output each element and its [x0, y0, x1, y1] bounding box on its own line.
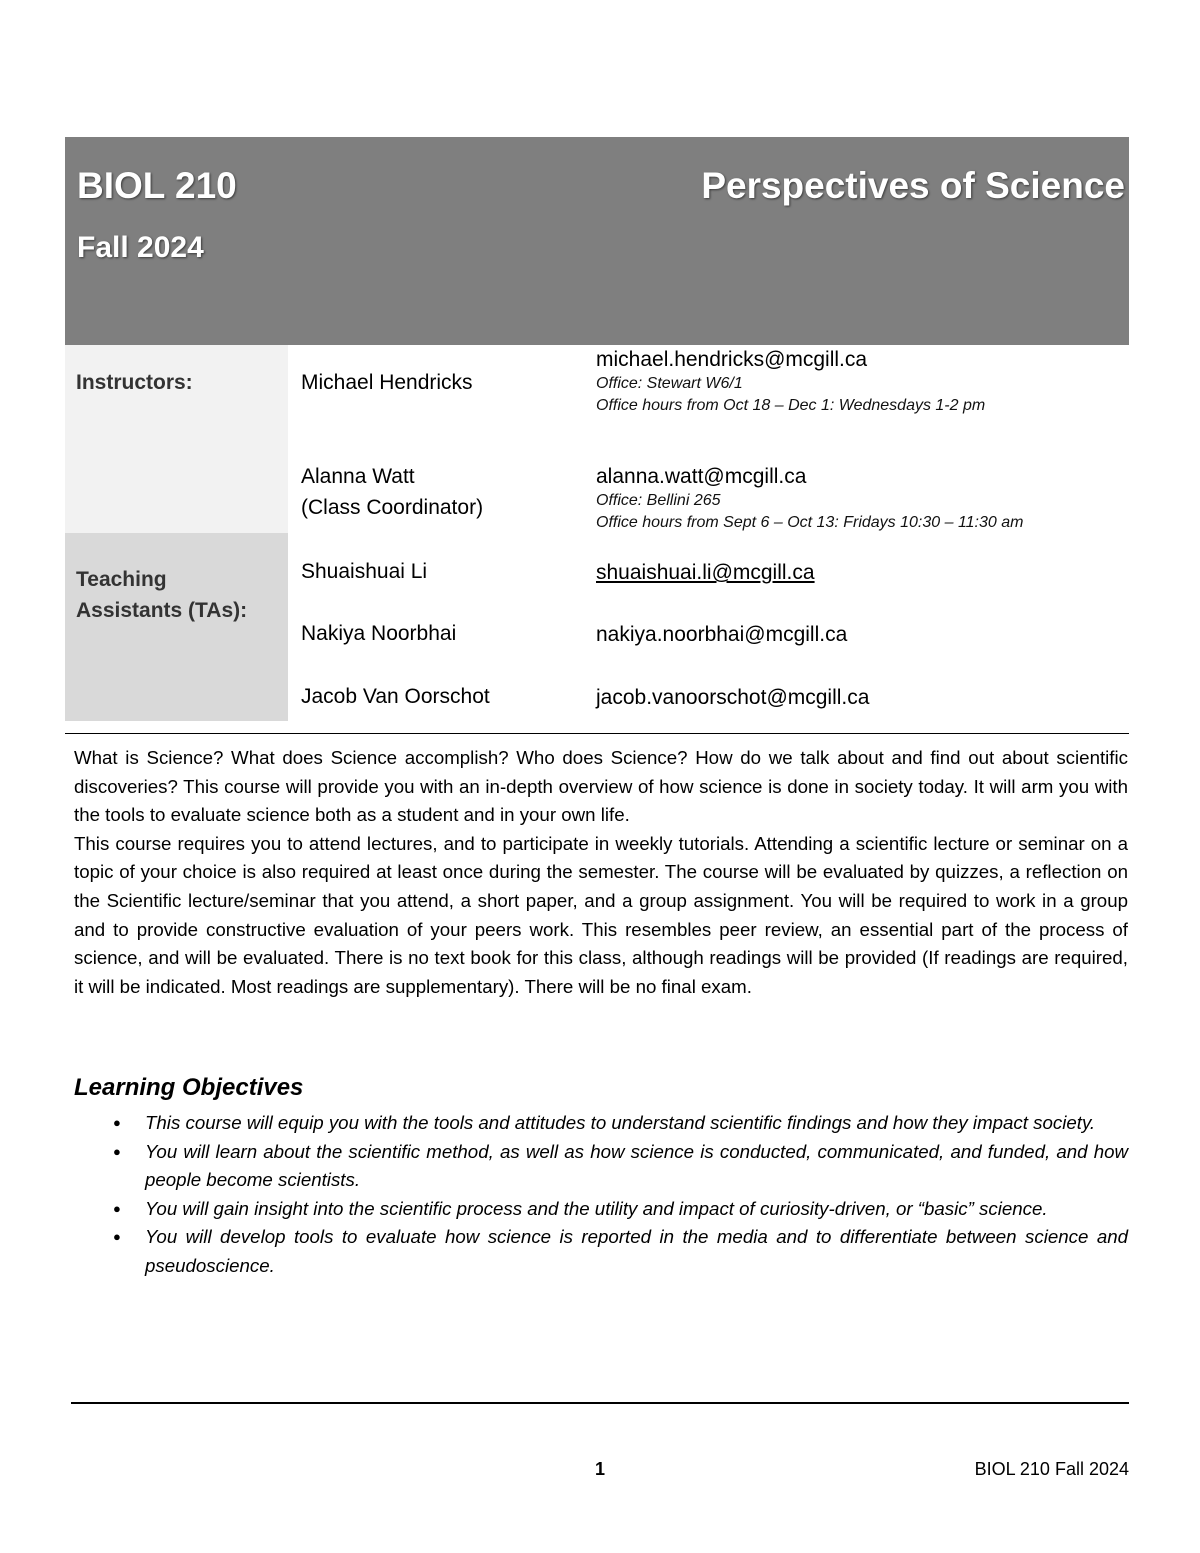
ta-name: Shuaishuai Li — [301, 560, 428, 583]
objective-text: You will develop tools to evaluate how science is reported in the media and to differentiate between science and pseudoscience. — [145, 1226, 1128, 1276]
bullet-icon: ● — [113, 1229, 121, 1245]
ta-name: Nakiya Noorbhai — [301, 622, 457, 645]
footer-divider — [71, 1402, 1129, 1404]
list-item — [74, 1109, 1128, 1138]
course-description — [74, 744, 1128, 1001]
instructor-name: Alanna Watt — [301, 465, 415, 488]
instructor-role: (Class Coordinator) — [301, 496, 484, 519]
objective-text: You will learn about the scientific method, as well as how science is conducted, communicated, and funded, and how people become scientists. — [145, 1140, 1128, 1191]
learning-objectives-heading: Learning Objectives — [74, 1074, 304, 1101]
instructors-label: Instructors: — [76, 371, 193, 394]
description-paragraph: This course requires you to attend lectures, and to participate in weekly tutorials. Attending a scientific lecture or seminar on a topic of your choice is also required at least once during the semester. The course will be evaluated by quizzes, a reflection on the Scientific lecture/seminar that you attend, a short paper, and a group assignment. You will be required to work in a group and to provide constructive evaluation of your peers work. This resembles peer review, an essential part of the process of science, and will be evaluated. There is no text book for this class, although readings will be provided (If readings are required, it will be indicated. Most readings are supplementary). There will be no final exam. — [74, 832, 1128, 997]
bullet-icon: ● — [113, 1143, 121, 1159]
objective-text: You will gain insight into the scientific process and the utility and impact of curiosity-driven, or “basic” science. — [145, 1197, 1048, 1219]
instructor-name: Michael Hendricks — [301, 371, 473, 394]
learning-objectives-list — [74, 1109, 1128, 1281]
tas-label-cell — [65, 533, 288, 721]
section-divider — [65, 733, 1129, 734]
page-number: 1 — [595, 1459, 606, 1479]
instructor-office: Office: Bellini 265 — [596, 492, 721, 509]
ta-email-link[interactable]: shuaishuai.li@mcgill.ca — [596, 561, 815, 584]
instructor-email[interactable]: michael.hendricks@mcgill.ca — [596, 348, 868, 371]
ta-name: Jacob Van Oorschot — [301, 685, 490, 708]
tas-label-line2: Assistants (TAs): — [76, 599, 248, 622]
instructor-email[interactable]: alanna.watt@mcgill.ca — [596, 465, 807, 488]
ta-email[interactable]: jacob.vanoorschot@mcgill.ca — [596, 686, 870, 709]
instructor-office-hours: Office hours from Oct 18 – Dec 1: Wednesdays 1-2 pm — [596, 397, 986, 414]
course-title: Perspectives of Science — [701, 165, 1125, 206]
description-paragraph: What is Science? What does Science accomplish? Who does Science? How do we talk about and find out about scientific discoveries? This course will provide you with an in-depth overview of how science is done in society today. It will arm you with the tools to evaluate science both as a student and in your own life. — [74, 747, 1128, 826]
header-banner — [65, 137, 1129, 345]
list-item — [74, 1138, 1128, 1195]
instructor-office-hours: Office hours from Sept 6 – Oct 13: Fridays 10:30 – 11:30 am — [596, 514, 1024, 531]
objective-text: This course will equip you with the tools and attitudes to understand scientific findings and how they impact society. — [145, 1112, 1096, 1133]
instructor-office: Office: Stewart W6/1 — [596, 375, 743, 392]
bullet-icon: ● — [113, 1200, 121, 1216]
ta-email[interactable]: nakiya.noorbhai@mcgill.ca — [596, 623, 848, 646]
footer-text: BIOL 210 Fall 2024 — [974, 1459, 1129, 1479]
instructor-contact — [596, 347, 985, 417]
instructors-label-cell — [65, 345, 288, 533]
instructor-contact — [596, 464, 1023, 534]
course-code: BIOL 210 — [77, 165, 237, 206]
list-item — [74, 1223, 1128, 1280]
tas-label — [76, 564, 247, 626]
tas-label-line1: Teaching — [76, 568, 167, 591]
term: Fall 2024 — [77, 231, 204, 264]
list-item — [74, 1195, 1128, 1224]
bullet-icon: ● — [113, 1115, 121, 1130]
